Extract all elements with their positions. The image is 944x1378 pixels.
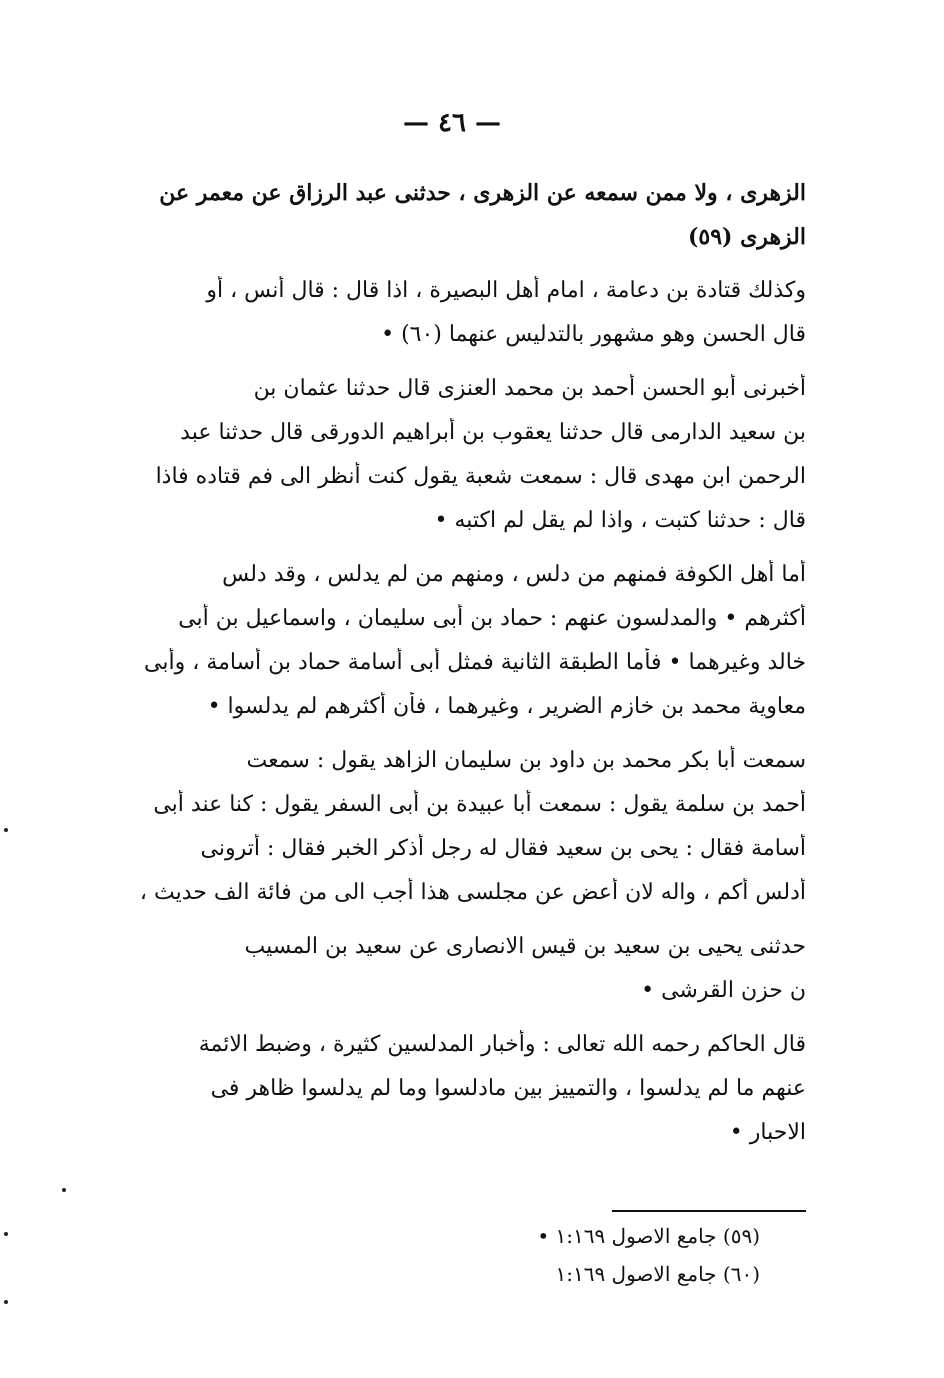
scan-speck bbox=[62, 1188, 66, 1192]
text-line: سمعت أبا بكر محمد بن داود بن سليمان الزاهد يقول : سمعت bbox=[246, 748, 806, 773]
paragraph-4 bbox=[98, 560, 806, 736]
text-line: ن حزن القرشى • bbox=[641, 978, 806, 1003]
text-line: قال : حدثنا كتبت ، واذا لم يقل لم اكتبه • bbox=[434, 508, 806, 533]
paragraph-7 bbox=[98, 1030, 806, 1162]
paragraph-2 bbox=[98, 276, 806, 364]
paragraph-3 bbox=[98, 374, 806, 550]
text-line: خالد وغيرهما • فأما الطبقة الثانية فمثل أبى أسامة حماد بن أسامة ، وأبى bbox=[144, 650, 806, 675]
text-line: معاوية محمد بن خازم الضرير ، وغيرهما ، فأن أكثرهم لم يدلسوا • bbox=[207, 694, 806, 719]
text-line: عنهم ما لم يدلسوا ، والتمييز بين مادلسوا وما لم يدلسوا ظاهر فى bbox=[210, 1076, 806, 1101]
text-line: الزهرى ، ولا ممن سمعه عن الزهرى ، حدثنى عبد الرزاق عن معمر عن bbox=[159, 180, 806, 206]
scan-speck bbox=[4, 1300, 8, 1304]
text-line: أسامة فقال : يحى بن سعيد فقال له رجل أذكر الخبر فقال : أترونى bbox=[200, 836, 806, 861]
footnote-60: (٦٠) جامع الاصول ١:١٦٩ bbox=[555, 1262, 760, 1286]
footnotes bbox=[380, 1222, 760, 1298]
text-line: أما أهل الكوفة فمنهم من دلس ، ومنهم من لم يدلس ، وقد دلس bbox=[222, 562, 806, 587]
text-line: قال الحسن وهو مشهور بالتدليس عنهما (٦٠) • bbox=[381, 322, 806, 347]
body-text bbox=[98, 178, 806, 1162]
text-line: قال الحاكم رحمه الله تعالى : وأخبار المدلسين كثيرة ، وضبط الائمة bbox=[198, 1032, 806, 1057]
text-line: حدثنى يحيى بن سعيد بن قيس الانصارى عن سعيد بن المسيب bbox=[244, 934, 806, 959]
text-line: أدلس أكم ، واله لان أعض عن مجلسى هذا أجب الى من فائة الف حديث ، bbox=[139, 880, 806, 905]
paragraph-5 bbox=[98, 746, 806, 922]
text-line: وكذلك قتادة بن دعامة ، امام أهل البصيرة ، اذا قال : قال أنس ، أو bbox=[206, 278, 806, 303]
scan-speck bbox=[4, 828, 8, 832]
paragraph-6 bbox=[98, 932, 806, 1020]
text-line: أخبرنى أبو الحسن أحمد بن محمد العنزى قال حدثنا عثمان بن bbox=[253, 376, 806, 401]
text-line: أحمد بن سلمة يقول : سمعت أبا عبيدة بن أبى السفر يقول : كنا عند أبى bbox=[153, 792, 806, 817]
text-line: أكثرهم • والمدلسون عنهم : حماد بن أبى سليمان ، واسماعيل بن أبى bbox=[178, 606, 806, 631]
text-line: الرحمن ابن مهدى قال : سمعت شعبة يقول كنت أنظر الى فم قتاده فاذا bbox=[155, 464, 806, 489]
scan-speck bbox=[4, 1232, 8, 1236]
page-number: — ٤٦ — bbox=[402, 108, 502, 138]
footnote-divider bbox=[612, 1210, 806, 1212]
paragraph-1 bbox=[98, 178, 806, 266]
footnote-59: (٥٩) جامع الاصول ١:١٦٩ • bbox=[537, 1224, 760, 1248]
text-line: بن سعيد الدارمى قال حدثنا يعقوب بن أبراهيم الدورقى قال حدثنا عبد bbox=[180, 420, 806, 445]
text-line: الاحبار • bbox=[729, 1120, 806, 1145]
text-line: الزهرى (٥٩) bbox=[687, 224, 806, 250]
